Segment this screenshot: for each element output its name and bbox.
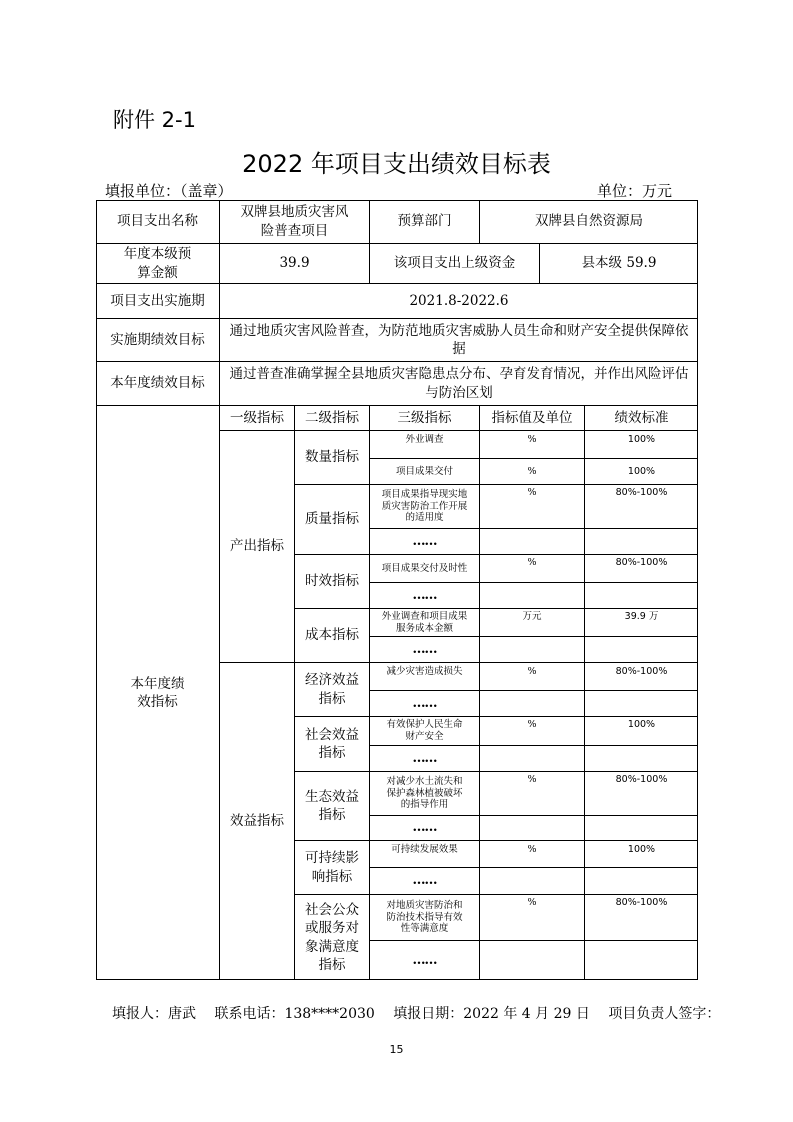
signature-label: 项目负责人签字： bbox=[608, 1006, 721, 1022]
indicator-unit: % bbox=[527, 666, 537, 677]
period-label: 项目支出实施期 bbox=[110, 292, 205, 309]
ellipsis: …… bbox=[412, 952, 437, 968]
period-value: 2021.8-2022.6 bbox=[409, 292, 509, 309]
column-header: 绩效标准 bbox=[614, 409, 669, 426]
year-goal-label: 本年度绩效目标 bbox=[110, 375, 205, 392]
impl-goal-label: 实施期绩效目标 bbox=[110, 331, 205, 348]
indicator-unit: % bbox=[527, 434, 537, 445]
impl-goal-value: 通过地质灾害风险普查，为防范地质灾害威胁人员生命和财产安全提供保障依据 bbox=[229, 322, 689, 357]
indicator-standard: 80%-100% bbox=[615, 666, 668, 677]
indicator-standard: 100% bbox=[627, 719, 656, 730]
indicator-standard: 80%-100% bbox=[615, 557, 668, 568]
indicator-name: 项目成果交付 bbox=[395, 465, 453, 477]
indicator-standard: 80%-100% bbox=[615, 487, 668, 498]
ecological-indicator-label: 生态效益指标 bbox=[305, 788, 359, 823]
fill-date: 填报日期：2022 年 4 月 29 日 bbox=[393, 1006, 590, 1022]
filler-name: 填报人：唐武 bbox=[112, 1006, 196, 1022]
ellipsis: …… bbox=[412, 641, 437, 657]
indicator-standard: 39.9 万 bbox=[624, 611, 659, 622]
annual-budget-label: 年度本级预算金额 bbox=[123, 246, 192, 281]
indicator-unit: % bbox=[527, 465, 537, 477]
social-indicator-label: 社会效益指标 bbox=[305, 726, 359, 761]
quantity-indicator-label: 数量指标 bbox=[305, 449, 359, 466]
page-number: 15 bbox=[389, 1043, 404, 1056]
quality-indicator-label: 质量指标 bbox=[305, 511, 359, 528]
indicator-name: 项目成果指导现实地质灾害防治工作开展的适用度 bbox=[381, 488, 468, 524]
ellipsis: …… bbox=[412, 695, 437, 711]
indicator-unit: 万元 bbox=[522, 611, 542, 622]
contact-phone: 联系电话：138****2030 bbox=[214, 1006, 375, 1022]
indicator-unit: % bbox=[527, 844, 537, 855]
ellipsis: …… bbox=[412, 873, 437, 889]
superior-funds-label: 该项目支出上级资金 bbox=[393, 255, 516, 272]
indicator-name: 外业调查和项目成果服务成本金额 bbox=[381, 610, 468, 634]
indicator-unit: % bbox=[527, 719, 537, 730]
project-name-value: 双牌县地质灾害风险普查项目 bbox=[240, 204, 349, 239]
indicator-unit: % bbox=[527, 557, 537, 568]
output-indicator-label: 产出指标 bbox=[230, 538, 284, 555]
annex-label: 附件 2-1 bbox=[113, 108, 196, 132]
budget-dept-label: 预算部门 bbox=[397, 213, 452, 230]
footer bbox=[112, 1003, 734, 1023]
cost-indicator-label: 成本指标 bbox=[305, 627, 359, 644]
indicator-unit: % bbox=[527, 897, 537, 908]
indicator-name: 项目成果交付及时性 bbox=[381, 562, 468, 574]
page-title: 2022 年项目支出绩效目标表 bbox=[242, 150, 551, 178]
column-header: 三级指标 bbox=[397, 409, 452, 426]
indicator-standard: 100% bbox=[627, 844, 656, 855]
section-label: 本年度绩效指标 bbox=[130, 675, 185, 710]
ellipsis: …… bbox=[412, 533, 437, 549]
ellipsis: …… bbox=[412, 587, 437, 603]
column-header: 指标值及单位 bbox=[491, 409, 573, 426]
indicator-name: 外业调查 bbox=[405, 434, 444, 445]
indicator-standard: 100% bbox=[627, 465, 656, 477]
indicator-name: 可持续发展效果 bbox=[391, 844, 458, 855]
benefit-indicator-label: 效益指标 bbox=[230, 813, 284, 830]
economic-indicator-label: 经济效益指标 bbox=[305, 672, 359, 707]
indicator-name: 对地质灾害防治和防治技术指导有效性等满意度 bbox=[386, 899, 463, 935]
timeliness-indicator-label: 时效指标 bbox=[305, 573, 359, 590]
satisfaction-indicator-label: 社会公众或服务对象满意度指标 bbox=[305, 902, 359, 973]
indicator-standard: 80%-100% bbox=[615, 774, 668, 785]
indicator-standard: 80%-100% bbox=[615, 897, 668, 908]
sustainable-indicator-label: 可持续影响指标 bbox=[305, 850, 359, 885]
indicator-unit: % bbox=[527, 774, 537, 785]
ellipsis: …… bbox=[412, 820, 437, 836]
performance-table bbox=[96, 200, 698, 980]
indicator-name: 对减少水土流失和保护森林植被破坏的指导作用 bbox=[386, 775, 463, 811]
column-header: 一级指标 bbox=[230, 409, 284, 426]
column-header: 二级指标 bbox=[305, 409, 359, 426]
ellipsis: …… bbox=[412, 750, 437, 766]
indicator-name: 有效保护人民生命财产安全 bbox=[386, 719, 463, 742]
indicator-unit: % bbox=[527, 487, 537, 498]
indicator-standard: 100% bbox=[627, 434, 656, 445]
annual-budget-value: 39.9 bbox=[279, 255, 310, 272]
project-name-label: 项目支出名称 bbox=[117, 213, 198, 230]
indicator-name: 减少灾害造成损失 bbox=[386, 666, 463, 677]
reporting-unit-label: 填报单位：（盖章） bbox=[105, 182, 233, 200]
county-level-value: 县本级 59.9 bbox=[581, 255, 657, 272]
currency-unit-label: 单位：万元 bbox=[597, 182, 673, 200]
year-goal-value: 通过普查准确掌握全县地质灾害隐患点分布、孕育发育情况，并作出风险评估与防治区划 bbox=[229, 366, 689, 401]
budget-dept-value: 双牌县自然资源局 bbox=[535, 213, 643, 230]
